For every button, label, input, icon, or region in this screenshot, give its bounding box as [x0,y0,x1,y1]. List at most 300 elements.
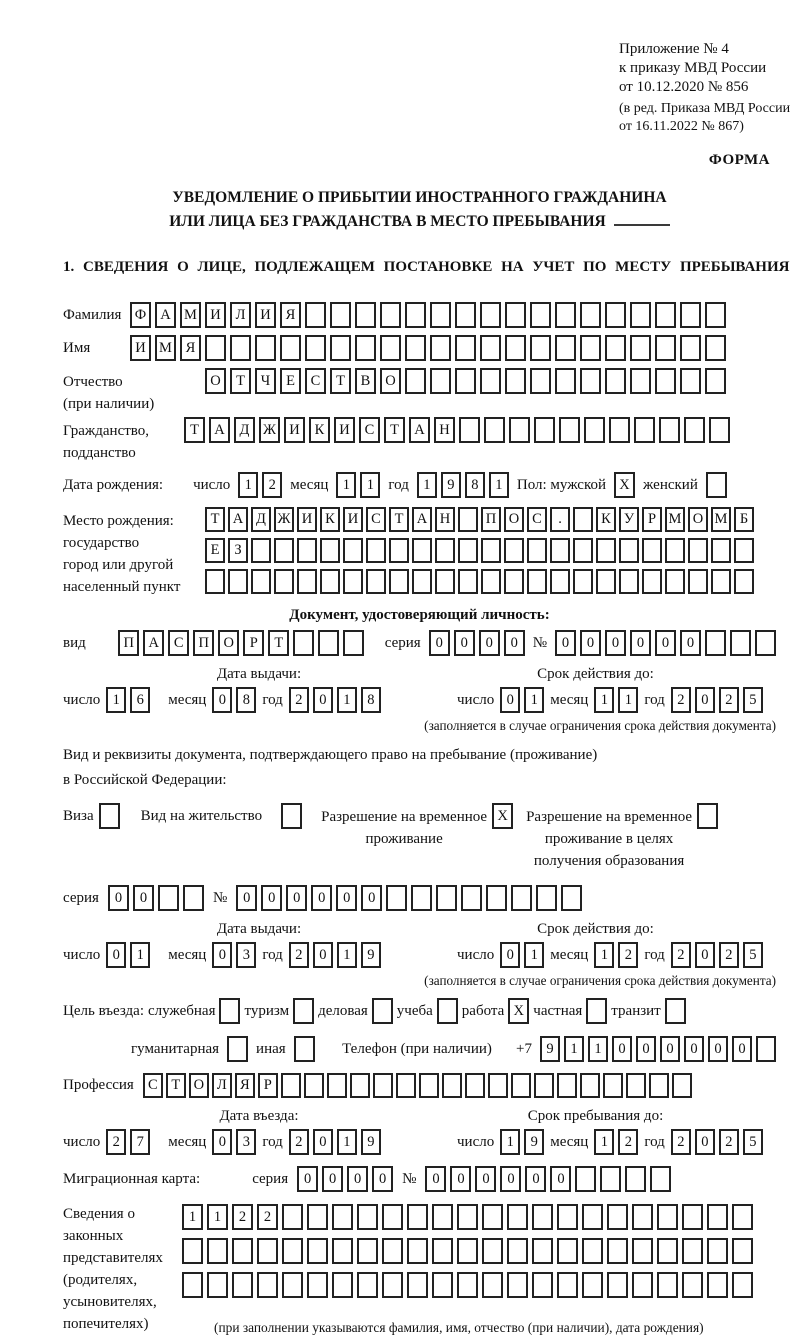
char-box[interactable]: 0 [286,885,307,911]
char-box[interactable] [605,368,626,394]
char-box[interactable] [507,1204,528,1230]
char-box[interactable] [555,302,576,328]
char-box[interactable]: Е [205,538,225,563]
char-box[interactable]: М [180,302,201,328]
char-box[interactable] [480,302,501,328]
char-box[interactable]: П [118,630,139,656]
char-box[interactable] [655,302,676,328]
char-box[interactable]: 0 [695,687,715,713]
purpose-private-checkbox[interactable] [586,998,607,1024]
char-box[interactable]: 0 [479,630,500,656]
char-box[interactable] [732,1272,753,1298]
char-box[interactable]: Е [280,368,301,394]
char-box[interactable]: 1 [618,687,638,713]
char-box[interactable] [182,1272,203,1298]
char-box[interactable] [330,335,351,361]
char-box[interactable] [366,538,386,563]
char-box[interactable] [619,538,639,563]
char-box[interactable]: К [596,507,616,532]
char-box[interactable] [482,1204,503,1230]
char-box[interactable] [630,368,651,394]
char-box[interactable] [665,998,686,1024]
char-box[interactable]: 0 [212,687,232,713]
char-box[interactable] [274,538,294,563]
char-box[interactable] [461,885,482,911]
char-box[interactable]: 0 [313,942,333,968]
char-box[interactable]: Т [384,417,405,443]
char-box[interactable]: Ж [274,507,294,532]
char-box[interactable] [586,998,607,1024]
char-box[interactable]: 0 [684,1036,704,1062]
char-box[interactable] [432,1272,453,1298]
char-box[interactable]: О [688,507,708,532]
char-box[interactable] [509,417,530,443]
char-box[interactable] [205,335,226,361]
char-box[interactable]: О [218,630,239,656]
char-box[interactable]: Р [642,507,662,532]
char-box[interactable] [458,569,478,594]
char-box[interactable] [357,1238,378,1264]
char-box[interactable] [609,417,630,443]
char-box[interactable] [305,302,326,328]
char-box[interactable]: 1 [337,1129,357,1155]
char-box[interactable] [357,1204,378,1230]
char-box[interactable] [228,569,248,594]
char-box[interactable] [600,1166,621,1192]
purpose-work-checkbox[interactable] [508,998,529,1024]
char-box[interactable] [732,1238,753,1264]
char-box[interactable] [557,1238,578,1264]
char-box[interactable]: 8 [361,687,381,713]
char-box[interactable]: Р [258,1073,278,1098]
char-box[interactable] [534,1073,554,1098]
char-box[interactable]: 0 [372,1166,393,1192]
char-box[interactable] [407,1204,428,1230]
char-box[interactable] [580,368,601,394]
char-box[interactable] [350,1073,370,1098]
char-box[interactable]: Б [734,507,754,532]
char-box[interactable] [705,630,726,656]
char-box[interactable]: 0 [425,1166,446,1192]
char-box[interactable] [650,1166,671,1192]
char-box[interactable] [705,302,726,328]
char-box[interactable] [389,569,409,594]
char-box[interactable] [630,302,651,328]
char-box[interactable] [457,1238,478,1264]
char-box[interactable]: 0 [361,885,382,911]
char-box[interactable] [419,1073,439,1098]
char-box[interactable] [530,302,551,328]
char-box[interactable]: 0 [313,687,333,713]
char-box[interactable] [327,1073,347,1098]
char-box[interactable] [582,1238,603,1264]
char-box[interactable] [282,1272,303,1298]
char-box[interactable] [755,630,776,656]
char-box[interactable]: . [550,507,570,532]
char-box[interactable]: 0 [106,942,126,968]
char-box[interactable] [486,885,507,911]
char-box[interactable]: И [334,417,355,443]
char-box[interactable] [626,1073,646,1098]
char-box[interactable]: Т [389,507,409,532]
char-box[interactable] [99,803,120,829]
char-box[interactable]: А [412,507,432,532]
char-box[interactable] [458,538,478,563]
char-box[interactable] [412,569,432,594]
char-box[interactable] [251,538,271,563]
char-box[interactable]: 1 [337,687,357,713]
char-box[interactable] [734,538,754,563]
char-box[interactable]: П [193,630,214,656]
char-box[interactable] [657,1272,678,1298]
char-box[interactable]: Я [235,1073,255,1098]
char-box[interactable]: 0 [454,630,475,656]
char-box[interactable] [575,1166,596,1192]
char-box[interactable] [357,1272,378,1298]
char-box[interactable] [207,1238,228,1264]
char-box[interactable]: О [504,507,524,532]
char-box[interactable] [442,1073,462,1098]
char-box[interactable] [619,569,639,594]
char-box[interactable] [320,538,340,563]
char-box[interactable]: Т [205,507,225,532]
char-box[interactable]: Т [166,1073,186,1098]
char-box[interactable]: 0 [732,1036,752,1062]
char-box[interactable]: 5 [743,1129,763,1155]
char-box[interactable] [507,1238,528,1264]
char-box[interactable] [632,1272,653,1298]
char-box[interactable] [684,417,705,443]
char-box[interactable]: 2 [671,687,691,713]
char-box[interactable] [396,1073,416,1098]
char-box[interactable] [282,1204,303,1230]
char-box[interactable]: 0 [660,1036,680,1062]
char-box[interactable] [232,1238,253,1264]
char-box[interactable] [488,1073,508,1098]
char-box[interactable]: 1 [500,1129,520,1155]
sex-female-checkbox[interactable] [706,472,727,498]
char-box[interactable]: 9 [361,942,381,968]
char-box[interactable] [682,1272,703,1298]
char-box[interactable] [607,1238,628,1264]
char-box[interactable]: 2 [289,687,309,713]
char-box[interactable] [711,538,731,563]
char-box[interactable] [293,630,314,656]
char-box[interactable] [481,569,501,594]
char-box[interactable]: С [366,507,386,532]
char-box[interactable] [481,538,501,563]
char-box[interactable] [255,335,276,361]
char-box[interactable] [555,335,576,361]
char-box[interactable] [505,368,526,394]
char-box[interactable] [732,1204,753,1230]
char-box[interactable] [730,630,751,656]
char-box[interactable] [411,885,432,911]
char-box[interactable] [343,630,364,656]
residence-permit-checkbox[interactable] [281,803,302,829]
char-box[interactable] [330,302,351,328]
temp-residence-checkbox[interactable] [492,803,513,829]
char-box[interactable]: 0 [236,885,257,911]
char-box[interactable] [372,998,393,1024]
char-box[interactable]: Д [234,417,255,443]
char-box[interactable] [257,1238,278,1264]
char-box[interactable] [458,507,478,532]
char-box[interactable] [534,417,555,443]
char-box[interactable] [584,417,605,443]
char-box[interactable] [711,569,731,594]
char-box[interactable]: 2 [719,942,739,968]
char-box[interactable]: 0 [605,630,626,656]
char-box[interactable] [734,569,754,594]
char-box[interactable] [382,1272,403,1298]
char-box[interactable]: 1 [182,1204,203,1230]
char-box[interactable]: 0 [636,1036,656,1062]
char-box[interactable] [182,1238,203,1264]
purpose-humanitarian-checkbox[interactable] [227,1036,248,1062]
char-box[interactable] [557,1204,578,1230]
char-box[interactable]: С [359,417,380,443]
char-box[interactable]: В [355,368,376,394]
char-box[interactable]: Ф [130,302,151,328]
char-box[interactable]: 1 [336,472,356,498]
char-box[interactable]: 9 [441,472,461,498]
char-box[interactable] [251,569,271,594]
char-box[interactable]: О [380,368,401,394]
char-box[interactable] [459,417,480,443]
char-box[interactable] [580,302,601,328]
char-box[interactable]: 1 [594,1129,614,1155]
char-box[interactable] [665,538,685,563]
sex-male-checkbox[interactable] [614,472,635,498]
char-box[interactable]: К [320,507,340,532]
char-box[interactable]: 0 [500,942,520,968]
char-box[interactable] [688,538,708,563]
char-box[interactable]: 2 [232,1204,253,1230]
char-box[interactable] [332,1204,353,1230]
char-box[interactable] [219,998,240,1024]
char-box[interactable] [582,1272,603,1298]
char-box[interactable] [230,335,251,361]
char-box[interactable] [435,569,455,594]
char-box[interactable] [605,302,626,328]
char-box[interactable]: 1 [337,942,357,968]
char-box[interactable] [657,1204,678,1230]
char-box[interactable]: 0 [550,1166,571,1192]
char-box[interactable]: Н [434,417,455,443]
char-box[interactable]: 1 [594,942,614,968]
char-box[interactable] [607,1272,628,1298]
char-box[interactable]: 6 [130,687,150,713]
char-box[interactable] [437,998,458,1024]
char-box[interactable] [707,1272,728,1298]
char-box[interactable] [573,569,593,594]
char-box[interactable] [532,1204,553,1230]
char-box[interactable] [657,1238,678,1264]
char-box[interactable] [680,335,701,361]
char-box[interactable]: 1 [594,687,614,713]
char-box[interactable]: Т [330,368,351,394]
char-box[interactable]: 0 [322,1166,343,1192]
char-box[interactable]: С [168,630,189,656]
char-box[interactable]: 1 [588,1036,608,1062]
temp-residence-edu-checkbox[interactable] [697,803,718,829]
phone-boxes[interactable] [540,1036,776,1062]
char-box[interactable] [642,569,662,594]
char-box[interactable]: 2 [618,942,638,968]
char-box[interactable] [227,1036,248,1062]
char-box[interactable] [573,507,593,532]
char-box[interactable]: 1 [524,942,544,968]
char-box[interactable]: И [205,302,226,328]
char-box[interactable] [642,538,662,563]
char-box[interactable] [697,803,718,829]
char-box[interactable] [532,1272,553,1298]
char-box[interactable]: А [143,630,164,656]
purpose-study-checkbox[interactable] [437,998,458,1024]
char-box[interactable] [343,569,363,594]
char-box[interactable] [688,569,708,594]
purpose-business-checkbox[interactable] [372,998,393,1024]
char-box[interactable] [603,1073,623,1098]
char-box[interactable]: Т [230,368,251,394]
char-box[interactable]: 7 [130,1129,150,1155]
char-box[interactable]: 1 [489,472,509,498]
char-box[interactable] [332,1238,353,1264]
char-box[interactable] [582,1204,603,1230]
char-box[interactable]: 0 [313,1129,333,1155]
char-box[interactable] [457,1204,478,1230]
char-box[interactable] [756,1036,776,1062]
char-box[interactable]: 8 [465,472,485,498]
char-box[interactable]: 0 [347,1166,368,1192]
char-box[interactable] [307,1272,328,1298]
char-box[interactable] [480,335,501,361]
char-box[interactable] [705,368,726,394]
char-box[interactable] [655,335,676,361]
char-box[interactable] [455,335,476,361]
char-box[interactable] [605,335,626,361]
char-box[interactable] [632,1238,653,1264]
char-box[interactable] [707,1238,728,1264]
char-box[interactable]: 0 [555,630,576,656]
char-box[interactable] [596,538,616,563]
char-box[interactable] [607,1204,628,1230]
char-box[interactable] [318,630,339,656]
char-box[interactable]: О [189,1073,209,1098]
char-box[interactable]: Л [212,1073,232,1098]
char-box[interactable]: А [209,417,230,443]
char-box[interactable] [305,335,326,361]
char-box[interactable] [482,1272,503,1298]
char-box[interactable]: К [309,417,330,443]
char-box[interactable]: 2 [671,1129,691,1155]
purpose-transit-checkbox[interactable] [665,998,686,1024]
char-box[interactable]: 0 [630,630,651,656]
char-box[interactable]: 1 [360,472,380,498]
char-box[interactable]: 1 [130,942,150,968]
char-box[interactable]: 1 [207,1204,228,1230]
char-box[interactable] [706,472,727,498]
char-box[interactable] [625,1166,646,1192]
char-box[interactable] [580,335,601,361]
char-box[interactable] [527,538,547,563]
char-box[interactable] [386,885,407,911]
char-box[interactable] [373,1073,393,1098]
char-box[interactable]: Р [243,630,264,656]
char-box[interactable] [480,368,501,394]
char-box[interactable] [435,538,455,563]
char-box[interactable]: Т [184,417,205,443]
purpose-tourism-checkbox[interactable] [293,998,314,1024]
char-box[interactable] [532,1238,553,1264]
char-box[interactable]: 0 [580,630,601,656]
char-box[interactable] [511,1073,531,1098]
char-box[interactable] [183,885,204,911]
char-box[interactable] [530,335,551,361]
char-box[interactable]: Я [280,302,301,328]
char-box[interactable]: И [343,507,363,532]
char-box[interactable]: И [130,335,151,361]
char-box[interactable] [557,1073,577,1098]
char-box[interactable]: 0 [525,1166,546,1192]
char-box[interactable]: X [492,803,513,829]
char-box[interactable]: 2 [257,1204,278,1230]
char-box[interactable]: 0 [336,885,357,911]
char-box[interactable] [707,1204,728,1230]
char-box[interactable] [207,1272,228,1298]
char-box[interactable] [682,1204,703,1230]
char-box[interactable] [281,803,302,829]
char-box[interactable]: 0 [708,1036,728,1062]
char-box[interactable] [580,1073,600,1098]
char-box[interactable] [232,1272,253,1298]
char-box[interactable] [527,569,547,594]
char-box[interactable]: А [409,417,430,443]
char-box[interactable] [504,569,524,594]
char-box[interactable]: 9 [540,1036,560,1062]
char-box[interactable]: 8 [236,687,256,713]
char-box[interactable]: 2 [671,942,691,968]
char-box[interactable] [505,302,526,328]
char-box[interactable]: 0 [212,1129,232,1155]
char-box[interactable]: 0 [108,885,129,911]
char-box[interactable] [430,368,451,394]
purpose-official-checkbox[interactable] [219,998,240,1024]
char-box[interactable]: 0 [504,630,525,656]
char-box[interactable]: И [284,417,305,443]
char-box[interactable]: М [155,335,176,361]
char-box[interactable]: И [297,507,317,532]
char-box[interactable]: 1 [524,687,544,713]
char-box[interactable] [430,335,451,361]
char-box[interactable] [596,569,616,594]
char-box[interactable]: А [228,507,248,532]
char-box[interactable]: 0 [475,1166,496,1192]
char-box[interactable]: 5 [743,687,763,713]
char-box[interactable]: 1 [106,687,126,713]
char-box[interactable] [274,569,294,594]
char-box[interactable] [355,302,376,328]
char-box[interactable] [382,1238,403,1264]
char-box[interactable] [320,569,340,594]
char-box[interactable] [561,885,582,911]
char-box[interactable]: 1 [564,1036,584,1062]
char-box[interactable]: 0 [695,942,715,968]
char-box[interactable] [405,302,426,328]
char-box[interactable]: 1 [417,472,437,498]
char-box[interactable]: 0 [212,942,232,968]
